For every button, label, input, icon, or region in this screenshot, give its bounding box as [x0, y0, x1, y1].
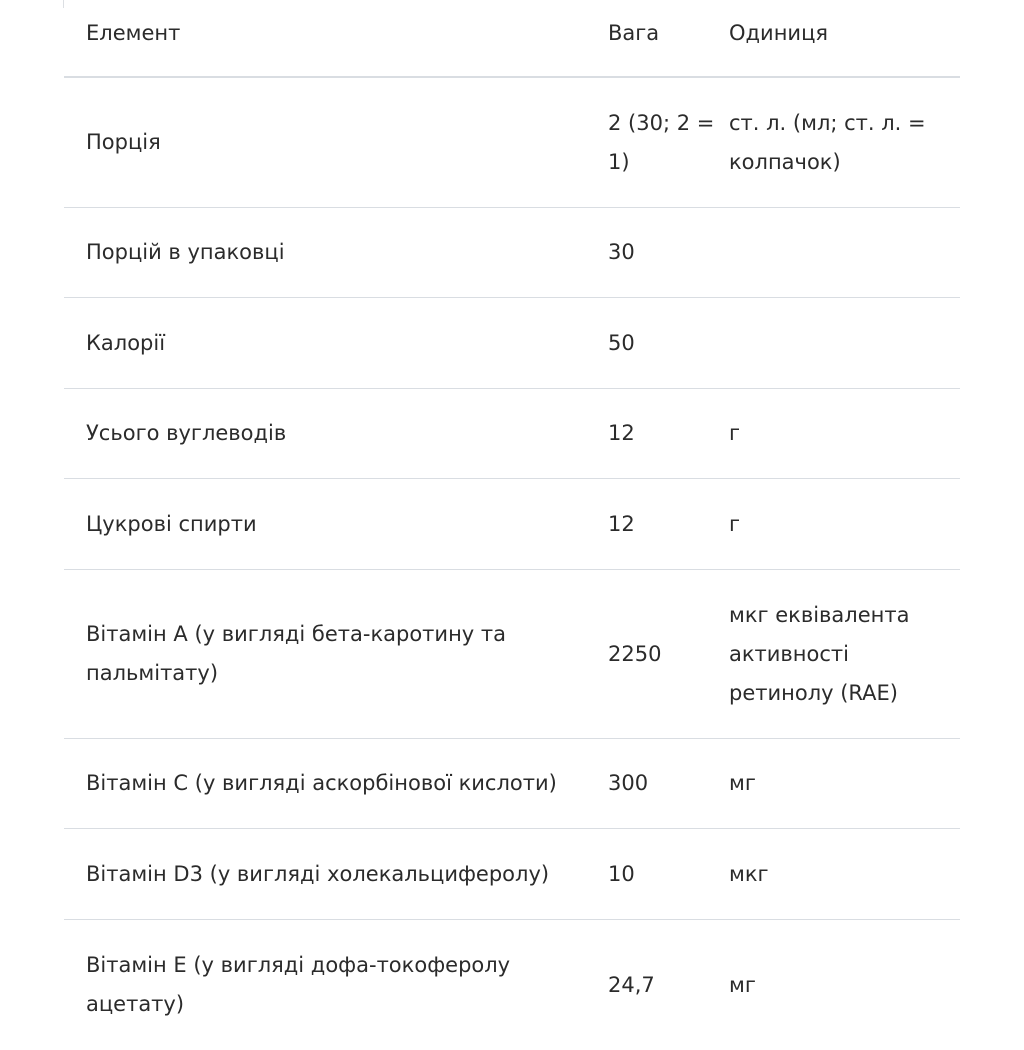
header-element: Елемент [86, 21, 181, 45]
row-element: Порція [86, 130, 161, 154]
table-row [64, 298, 960, 389]
table-row [64, 829, 960, 920]
row-unit: ст. л. (мл; ст. л. = колпачок) [729, 110, 926, 174]
table-row [64, 78, 960, 208]
row-unit: мг [729, 972, 756, 997]
row-element: Порцій в упаковці [86, 240, 285, 264]
row-unit: мкг [729, 861, 769, 886]
row-weight: 50 [608, 330, 635, 355]
row-weight: 30 [608, 240, 635, 264]
row-weight: 10 [608, 861, 635, 886]
row-weight: 300 [608, 771, 649, 795]
header-weight: Вага [608, 21, 660, 45]
row-unit: г [729, 421, 741, 445]
row-unit: мг [729, 771, 756, 795]
table-row [64, 479, 960, 570]
row-weight: 2250 [608, 641, 662, 666]
table-row [64, 208, 960, 298]
row-unit: мкг еквівалента активності ретинолу (RAE) [729, 602, 910, 705]
row-element: Вітамін E (у вигляді дофа-токоферолу ацетату) [86, 953, 511, 1016]
row-weight: 24,7 [608, 972, 655, 997]
header-unit: Одиниця [729, 21, 829, 45]
table-header-row [64, 0, 960, 78]
row-element: Усього вуглеводів [86, 421, 287, 445]
table-row [64, 920, 960, 1050]
nutrition-table [64, 0, 960, 1050]
table-row [64, 389, 960, 479]
row-element: Вітамін D3 (у вигляді холекальциферолу) [86, 861, 550, 886]
row-weight: 12 [608, 511, 635, 536]
row-element: Цукрові спирти [86, 511, 257, 536]
row-element: Вітамін C (у вигляді аскорбінової кислоти) [86, 771, 557, 795]
row-element: Вітамін A (у вигляді бета-каротину та пальмітату) [86, 622, 506, 685]
table-row [64, 570, 960, 739]
row-unit: г [729, 511, 741, 536]
row-weight: 12 [608, 421, 635, 445]
row-element: Калорії [86, 330, 166, 355]
table-row [64, 739, 960, 829]
row-weight: 2 (30; 2 = 1) [608, 110, 715, 174]
